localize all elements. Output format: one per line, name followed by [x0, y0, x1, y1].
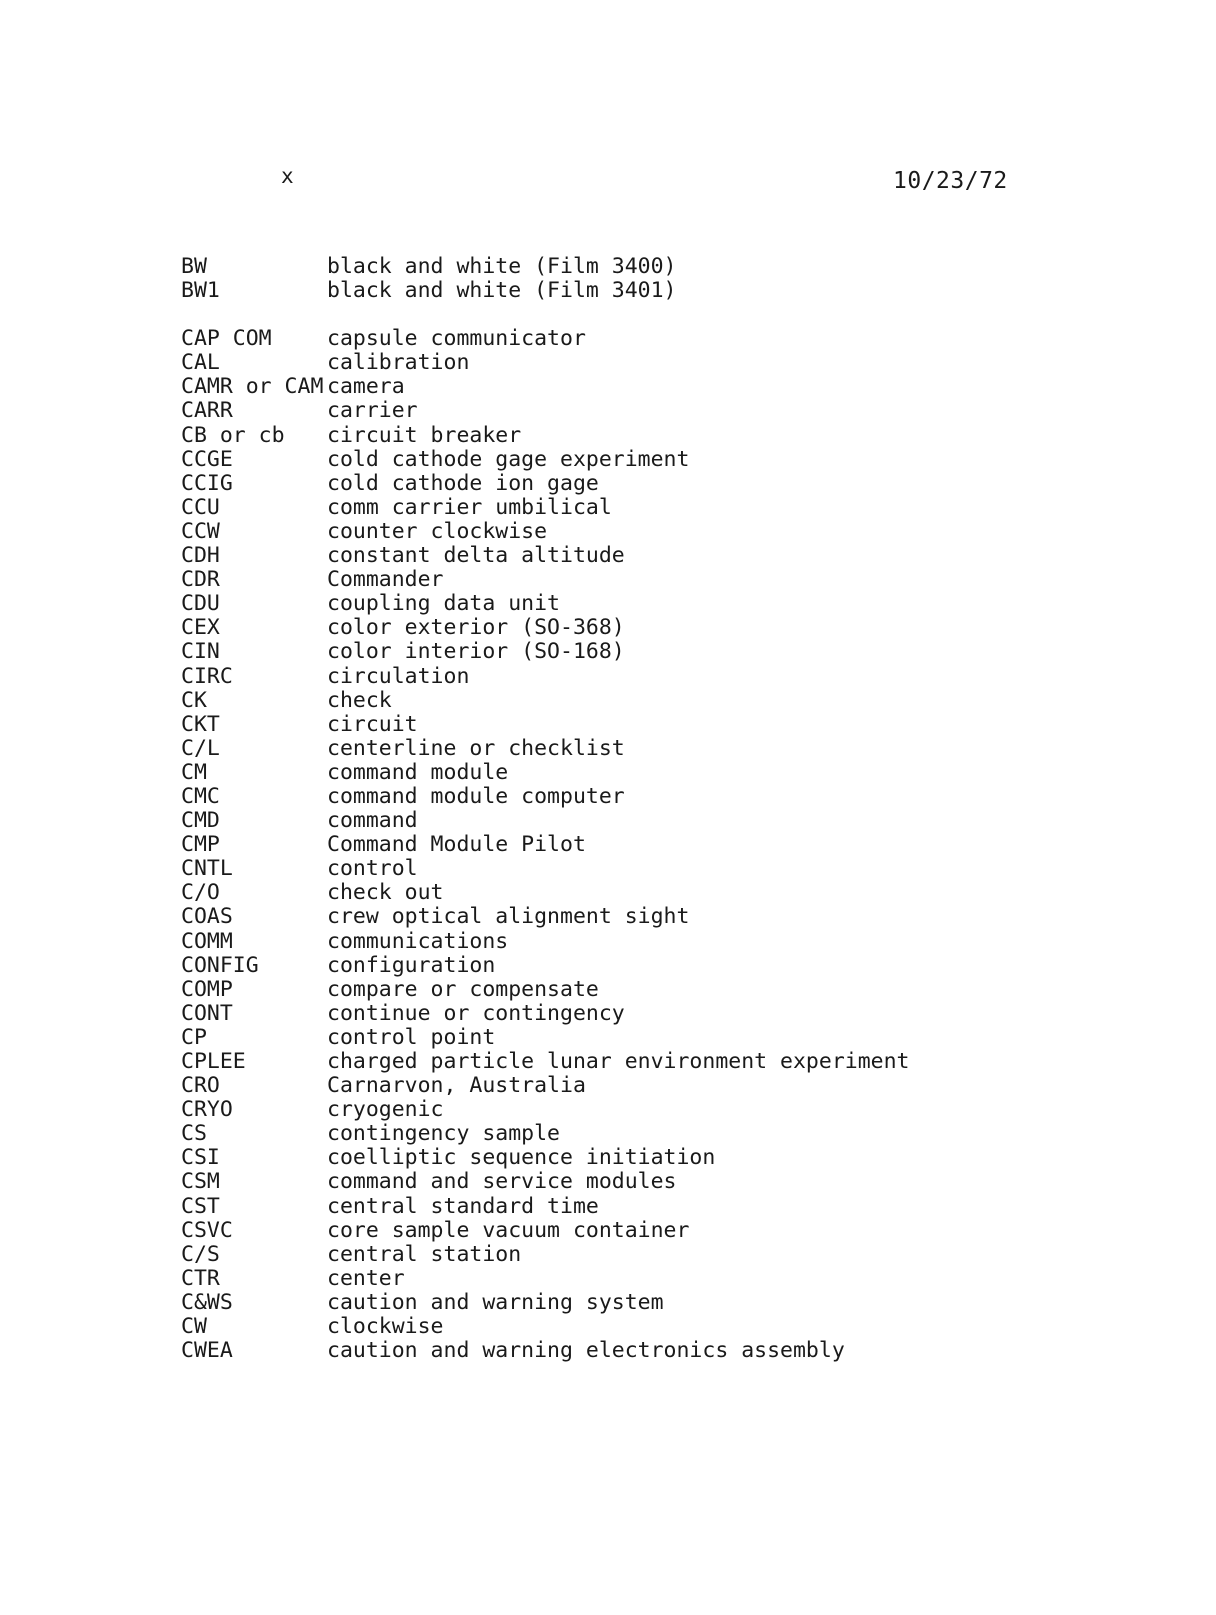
abbreviation-term: CSI [181, 1145, 220, 1171]
abbreviation-term: CONT [181, 1000, 233, 1026]
abbreviation-term: CK [181, 687, 207, 713]
abbreviation-row [181, 1050, 941, 1074]
abbreviation-definition: central standard time [327, 1193, 599, 1219]
abbreviation-term: CRO [181, 1073, 220, 1099]
abbreviation-definition: configuration [327, 952, 496, 978]
abbreviation-definition: check [327, 687, 392, 713]
abbreviation-term: CDU [181, 591, 220, 617]
abbreviation-list [181, 255, 941, 1363]
abbreviation-definition: central station [327, 1241, 522, 1267]
abbreviation-row [181, 785, 941, 809]
abbreviation-definition: circuit [327, 711, 418, 737]
abbreviation-row [181, 833, 941, 857]
abbreviation-definition: color exterior (SO-368) [327, 615, 625, 641]
abbreviation-term: CIN [181, 639, 220, 665]
abbreviation-row [181, 1026, 941, 1050]
abbreviation-definition: black and white (Film 3401) [327, 278, 677, 304]
abbreviation-section [181, 255, 941, 303]
abbreviation-row [181, 375, 941, 399]
abbreviation-row [181, 713, 941, 737]
abbreviation-definition: circuit breaker [327, 422, 522, 448]
abbreviation-definition: comm carrier umbilical [327, 494, 612, 520]
abbreviation-term: CW [181, 1314, 207, 1340]
abbreviation-row [181, 616, 941, 640]
abbreviation-row [181, 665, 941, 689]
abbreviation-row [181, 930, 941, 954]
abbreviation-definition: compare or compensate [327, 976, 599, 1002]
abbreviation-definition: cryogenic [327, 1097, 444, 1123]
abbreviation-definition: constant delta altitude [327, 543, 625, 569]
abbreviation-row [181, 424, 941, 448]
abbreviation-term: CCGE [181, 446, 233, 472]
abbreviation-row [181, 520, 941, 544]
abbreviation-row [181, 1243, 941, 1267]
abbreviation-definition: check out [327, 880, 444, 906]
abbreviation-row [181, 496, 941, 520]
abbreviation-term: CB or cb [181, 422, 285, 448]
abbreviation-term: CAP COM [181, 326, 272, 352]
abbreviation-row [181, 1002, 941, 1026]
abbreviation-definition: camera [327, 374, 405, 400]
abbreviation-row [181, 1267, 941, 1291]
abbreviation-term: C/O [181, 880, 220, 906]
page-date: 10/23/72 [893, 168, 1008, 194]
abbreviation-definition: command module computer [327, 783, 625, 809]
abbreviation-row [181, 1219, 941, 1243]
abbreviation-row [181, 689, 941, 713]
abbreviation-definition: continue or contingency [327, 1000, 625, 1026]
abbreviation-term: CST [181, 1193, 220, 1219]
abbreviation-definition: charged particle lunar environment experiment [327, 1049, 910, 1074]
abbreviation-term: CDH [181, 543, 220, 569]
abbreviation-term: C/L [181, 735, 220, 761]
abbreviation-definition: circulation [327, 663, 470, 689]
abbreviation-definition: capsule communicator [327, 326, 586, 352]
abbreviation-term: CP [181, 1024, 207, 1050]
abbreviation-definition: cold cathode gage experiment [327, 446, 690, 472]
abbreviation-section [181, 327, 941, 1363]
abbreviation-term: CSVC [181, 1217, 233, 1243]
abbreviation-definition: command and service modules [327, 1169, 677, 1195]
abbreviation-term: COMM [181, 928, 233, 954]
abbreviation-definition: Command Module Pilot [327, 832, 586, 858]
abbreviation-definition: counter clockwise [327, 518, 548, 544]
abbreviation-row [181, 1170, 941, 1194]
abbreviation-definition: cold cathode ion gage [327, 470, 599, 496]
abbreviation-term: CEX [181, 615, 220, 641]
abbreviation-row [181, 1291, 941, 1315]
abbreviation-term: CRYO [181, 1097, 233, 1123]
page-number: x [281, 164, 294, 188]
abbreviation-row [181, 327, 941, 351]
abbreviation-definition: coelliptic sequence initiation [327, 1145, 716, 1171]
abbreviation-definition: core sample vacuum container [327, 1217, 690, 1243]
abbreviation-row [181, 640, 941, 664]
abbreviation-term: CDR [181, 567, 220, 593]
abbreviation-definition: control [327, 856, 418, 882]
abbreviation-definition: crew optical alignment sight [327, 904, 690, 930]
abbreviation-term: CCU [181, 494, 220, 520]
abbreviation-definition: calibration [327, 350, 470, 376]
abbreviation-term: CS [181, 1121, 207, 1147]
abbreviation-row [181, 592, 941, 616]
abbreviation-row [181, 1098, 941, 1122]
abbreviation-definition: command module [327, 759, 509, 785]
abbreviation-row [181, 761, 941, 785]
abbreviation-row [181, 1074, 941, 1098]
abbreviation-term: BW [181, 254, 207, 279]
abbreviation-term: CM [181, 759, 207, 785]
abbreviation-term: CAMR or CAM [181, 374, 324, 400]
abbreviation-definition: black and white (Film 3400) [327, 254, 677, 279]
abbreviation-term: BW1 [181, 278, 220, 304]
abbreviation-definition: Carnarvon, Australia [327, 1073, 586, 1099]
abbreviation-term: CMD [181, 808, 220, 834]
abbreviation-row [181, 978, 941, 1002]
abbreviation-definition: center [327, 1265, 405, 1291]
abbreviation-row [181, 1122, 941, 1146]
abbreviation-term: CMC [181, 783, 220, 809]
abbreviation-row [181, 809, 941, 833]
abbreviation-term: CSM [181, 1169, 220, 1195]
abbreviation-definition: contingency sample [327, 1121, 560, 1147]
abbreviation-term: CWEA [181, 1338, 233, 1364]
abbreviation-row [181, 448, 941, 472]
abbreviation-row [181, 1339, 941, 1363]
abbreviation-definition: control point [327, 1024, 496, 1050]
abbreviation-row [181, 954, 941, 978]
abbreviation-row [181, 255, 941, 279]
abbreviation-definition: carrier [327, 398, 418, 424]
abbreviation-row [181, 737, 941, 761]
abbreviation-term: CNTL [181, 856, 233, 882]
abbreviation-row [181, 279, 941, 303]
abbreviation-term: CIRC [181, 663, 233, 689]
abbreviation-definition: clockwise [327, 1314, 444, 1340]
abbreviation-definition: communications [327, 928, 509, 954]
abbreviation-row [181, 568, 941, 592]
abbreviation-definition: caution and warning system [327, 1289, 664, 1315]
abbreviation-term: C&WS [181, 1289, 233, 1315]
abbreviation-row [181, 905, 941, 929]
abbreviation-row [181, 1146, 941, 1170]
abbreviation-term: CKT [181, 711, 220, 737]
abbreviation-definition: command [327, 808, 418, 834]
abbreviation-definition: caution and warning electronics assembly [327, 1338, 845, 1364]
abbreviation-row [181, 1195, 941, 1219]
abbreviation-definition: coupling data unit [327, 591, 560, 617]
abbreviation-row [181, 472, 941, 496]
abbreviation-term: CCW [181, 518, 220, 544]
abbreviation-definition: Commander [327, 567, 444, 593]
abbreviation-term: CPLEE [181, 1049, 246, 1074]
abbreviation-row [181, 544, 941, 568]
abbreviation-row [181, 857, 941, 881]
abbreviation-row [181, 881, 941, 905]
abbreviation-term: CAL [181, 350, 220, 376]
abbreviation-term: COMP [181, 976, 233, 1002]
abbreviation-term: CMP [181, 832, 220, 858]
abbreviation-term: CARR [181, 398, 233, 424]
abbreviation-term: CTR [181, 1265, 220, 1291]
abbreviation-term: CCIG [181, 470, 233, 496]
abbreviation-definition: color interior (SO-168) [327, 639, 625, 665]
abbreviation-term: COAS [181, 904, 233, 930]
abbreviation-term: C/S [181, 1241, 220, 1267]
abbreviation-term: CONFIG [181, 952, 259, 978]
abbreviation-row [181, 399, 941, 423]
abbreviation-row [181, 1315, 941, 1339]
abbreviation-definition: centerline or checklist [327, 735, 625, 761]
abbreviation-row [181, 351, 941, 375]
